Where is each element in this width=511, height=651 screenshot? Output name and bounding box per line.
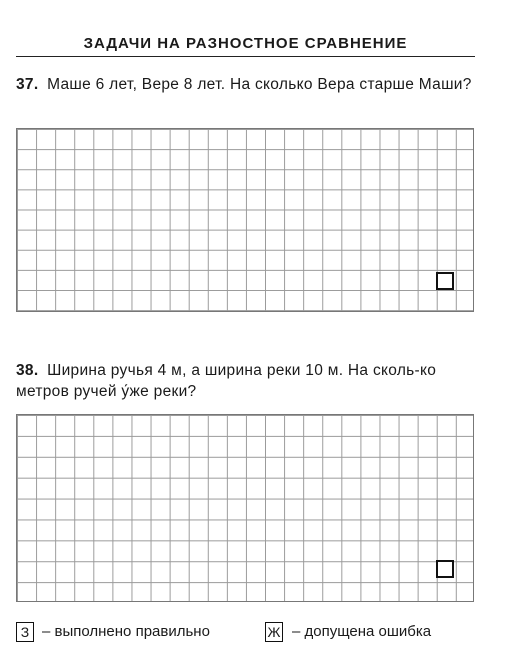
task-number: 37. xyxy=(16,76,39,93)
page-title: ЗАДАЧИ НА РАЗНОСТНОЕ СРАВНЕНИЕ xyxy=(83,35,408,52)
answer-grid-38[interactable] xyxy=(16,414,474,602)
legend-box-error: Ж xyxy=(265,622,283,642)
legend-box-correct: З xyxy=(16,622,34,642)
answer-grid-37[interactable] xyxy=(16,128,474,312)
legend-text-correct: – выполнено правильно xyxy=(42,623,210,640)
task-38 xyxy=(16,360,475,402)
self-check-box-37[interactable] xyxy=(436,272,454,290)
task-number: 38. xyxy=(16,362,39,379)
task-text: Маше 6 лет, Вере 8 лет. На сколько Вера старше Маши? xyxy=(47,76,472,93)
legend-text-error: – допущена ошибка xyxy=(292,623,432,640)
title-divider xyxy=(16,56,475,57)
legend xyxy=(16,622,475,644)
self-check-box-38[interactable] xyxy=(436,560,454,578)
task-text: Ширина ручья 4 м, а ширина реки 10 м. На сколь-ко метров ручей у́же реки? xyxy=(16,362,437,400)
task-37 xyxy=(16,74,475,95)
